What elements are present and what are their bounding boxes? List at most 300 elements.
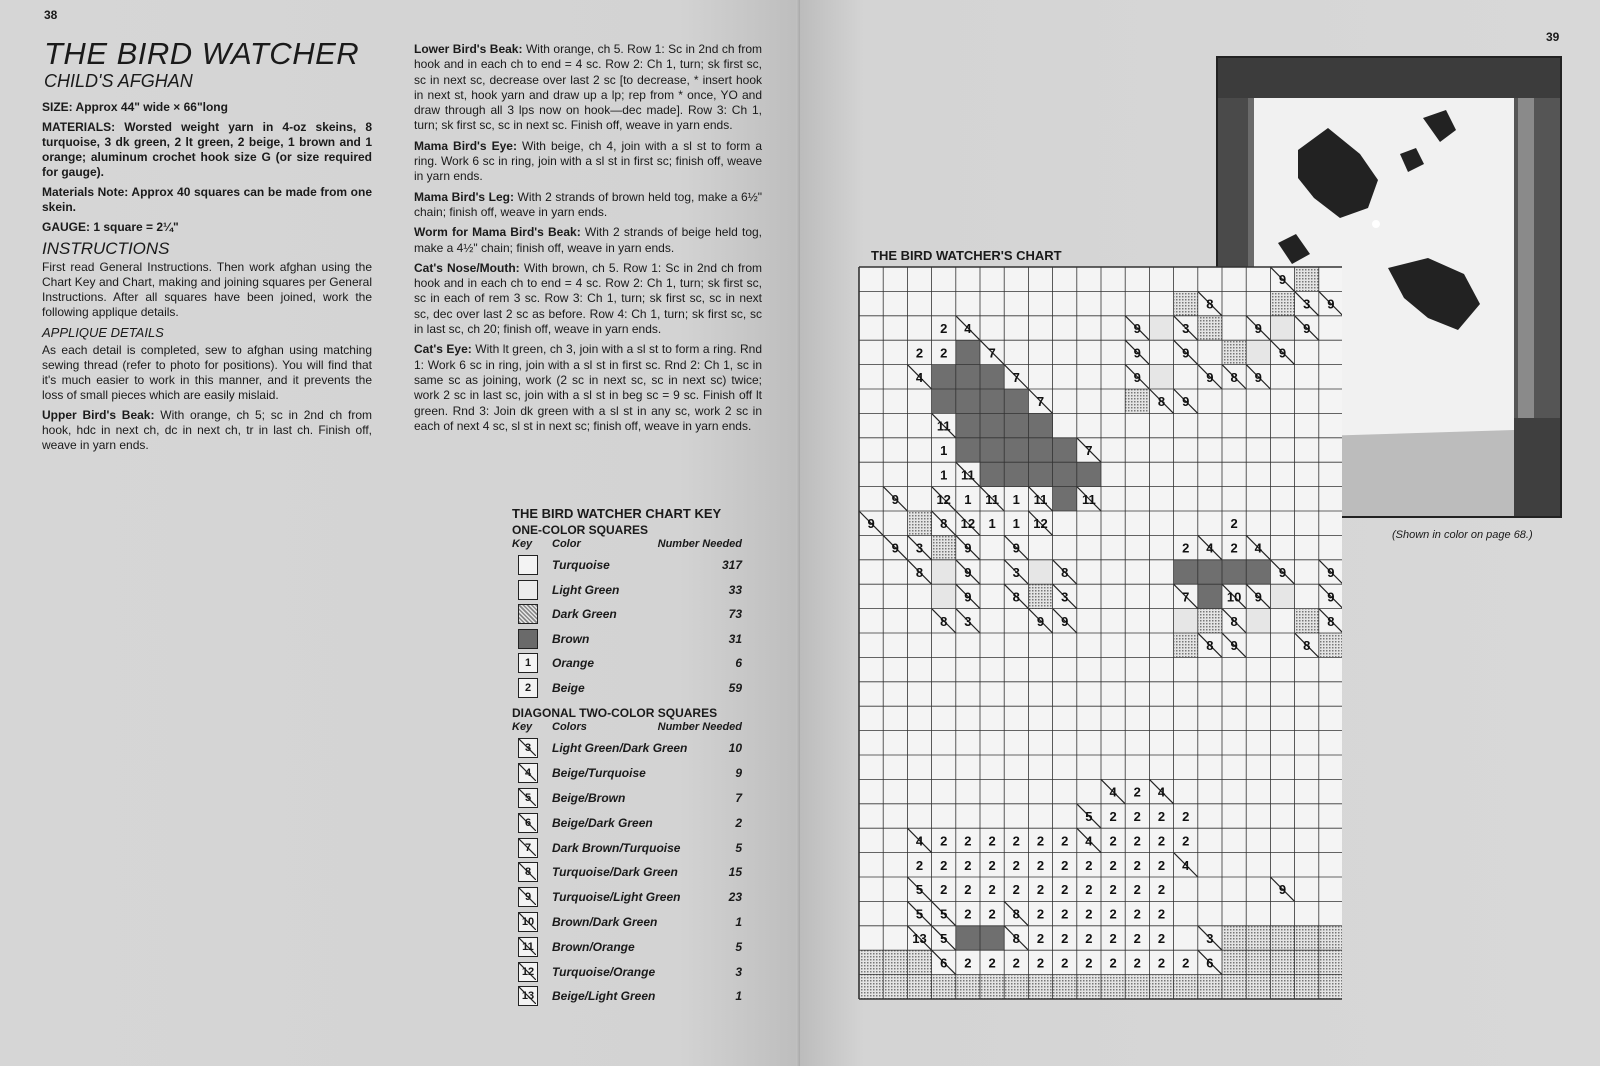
chart-cell-label: 9 — [867, 516, 875, 532]
chart-cell-label: 9 — [1036, 613, 1045, 629]
diagonal-key-row — [512, 984, 742, 1009]
diagonal-key-row — [512, 885, 742, 910]
chart-cell-label: 1 — [1012, 516, 1020, 532]
key-mark: 5 — [524, 791, 532, 804]
chart-cell-label: 9 — [1254, 589, 1262, 605]
chart-cell-label: 2 — [1157, 857, 1166, 873]
cat-eye-paragraph — [414, 342, 762, 434]
chart-cell-label: 4 — [964, 321, 972, 336]
chart-cell-label: 9 — [1254, 369, 1262, 385]
chart-cell-label: 2 — [1061, 833, 1069, 849]
chart-cell-label: 5 — [915, 882, 924, 898]
cat-nose-paragraph — [414, 261, 762, 337]
chart-cell-label: 9 — [1327, 589, 1335, 605]
chart-cell-label: 2 — [940, 321, 948, 336]
chart-cell-label: 2 — [1012, 857, 1020, 873]
chart-cell-label: 2 — [1085, 906, 1093, 922]
diagonal-key-row — [512, 736, 742, 761]
one-color-key-row — [512, 553, 742, 578]
chart-cell — [907, 975, 931, 999]
chart-cell — [988, 516, 995, 531]
chart-cell — [980, 365, 1004, 389]
key-count: 7 — [735, 790, 742, 805]
worm-paragraph — [414, 225, 762, 256]
chart-cell — [980, 462, 1004, 486]
chart-cell — [956, 926, 980, 950]
chart-cell — [1134, 833, 1141, 848]
chart-cell — [907, 511, 931, 535]
key-count: 31 — [728, 631, 742, 646]
chart-cell — [956, 438, 980, 462]
chart-cell-label: 2 — [1133, 955, 1141, 971]
chart-cell — [1182, 955, 1189, 970]
key-swatch — [518, 555, 538, 575]
gauge-text: GAUGE: 1 square = 2¼" — [42, 220, 179, 234]
worm-label: Worm for Mama Bird's Beak: — [414, 225, 581, 240]
chart-cell — [1109, 809, 1116, 824]
chart-cell-label: 4 — [1206, 540, 1214, 556]
chart-cell-label: 9 — [964, 540, 972, 556]
key-mark: 8 — [524, 866, 532, 879]
chart-cell-label: 2 — [1157, 882, 1166, 898]
key-swatch — [518, 862, 538, 882]
chart-cell — [932, 560, 956, 584]
chart-cell-label: 2 — [964, 955, 972, 971]
cat-nose-label: Cat's Nose/Mouth: — [414, 260, 520, 275]
chart-cell-label: 8 — [1012, 931, 1020, 946]
key-mark: 6 — [524, 816, 532, 829]
chart-cell — [964, 882, 971, 897]
chart-cell — [964, 833, 971, 848]
chart-cell-label: 7 — [1012, 369, 1020, 385]
chart-cell-label: 9 — [891, 540, 899, 556]
chart-cell — [1085, 955, 1092, 970]
chart-cell-label: 2 — [1061, 955, 1069, 971]
chart-cell — [859, 950, 883, 974]
key-color-name: Dark Green — [552, 607, 617, 622]
chart-cell-label: 9 — [1182, 394, 1190, 410]
chart-cell — [1037, 907, 1044, 922]
chart-cell-label: 2 — [1036, 833, 1045, 849]
page-number-right: 39 — [1546, 30, 1560, 44]
chart-cell — [964, 858, 971, 873]
chart-cell — [1134, 931, 1141, 946]
chart-cell-label: 2 — [1085, 857, 1093, 873]
key-color-name: Beige/Light Green — [552, 989, 656, 1004]
key-count: 6 — [735, 656, 742, 671]
chart-cell-label: 2 — [915, 345, 924, 361]
chart-cell — [1013, 882, 1020, 897]
upper-beak-text: With orange, ch 5; sc in 2nd ch from hook, hdc in next ch, dc in next ch, tr in last ch. Finish off, weave in yarn ends. — [42, 408, 372, 452]
diagonal-key-row — [512, 934, 742, 959]
chart-cell-label: 1 — [940, 443, 948, 458]
materials-note: Materials Note: Approx 40 squares can be made from one skein. — [42, 185, 372, 214]
page-number-left: 38 — [44, 8, 58, 22]
chart-cell-label: 8 — [1061, 565, 1069, 580]
diagonal-key-row — [512, 761, 742, 786]
key-color-name: Turquoise/Dark Green — [552, 865, 678, 880]
chart-cell — [940, 467, 947, 482]
chart-cell — [1270, 926, 1294, 950]
chart-cell — [916, 858, 923, 873]
chart-cell-label: 4 — [1109, 784, 1117, 800]
chart-cell-label: 9 — [964, 565, 972, 580]
chart-cell — [1085, 931, 1092, 946]
chart-cell — [1295, 609, 1319, 633]
chart-cell-label: 6 — [940, 955, 948, 971]
chart-cell-label: 9 — [1133, 345, 1141, 361]
chart-cell-label: 13 — [912, 931, 927, 946]
chart-cell — [1101, 975, 1125, 999]
chart-cell — [1198, 316, 1222, 340]
chart-cell — [1109, 833, 1116, 848]
chart-cell — [932, 975, 956, 999]
key-swatch — [518, 763, 538, 783]
chart-cell-label: 12 — [1033, 516, 1048, 532]
chart-cell-label: 2 — [1109, 931, 1117, 946]
chart-cell-label: 2 — [1133, 857, 1141, 873]
chart-cell-label: 2 — [988, 955, 996, 971]
chart-cell — [1037, 882, 1044, 897]
key-count: 1 — [735, 914, 742, 929]
chart-cell — [1028, 462, 1052, 486]
chart-cell-label: 11 — [985, 491, 999, 507]
chart-cell-label: 2 — [1061, 882, 1069, 898]
chart-cell-label: 1 — [964, 491, 972, 507]
chart-cell-label: 1 — [1012, 491, 1020, 507]
chart-cell — [956, 340, 980, 364]
chart-grid-wrap — [858, 266, 1342, 1011]
chart-cell — [1270, 291, 1294, 315]
chart-cell-label: 8 — [915, 565, 924, 580]
key-swatch — [518, 962, 538, 982]
chart-cell — [1198, 560, 1222, 584]
chart-cell-label: 10 — [1226, 589, 1242, 605]
lower-beak-paragraph — [414, 42, 762, 134]
chart-cell-label: 3 — [964, 613, 972, 629]
chart-cell-label: 2 — [1109, 833, 1117, 849]
chart-cell — [1125, 975, 1149, 999]
chart-cell-label: 2 — [964, 882, 972, 898]
chart-cell — [1061, 931, 1068, 946]
column-left — [42, 100, 372, 458]
chart-cell-label: 12 — [960, 516, 976, 532]
chart-cell-label: 9 — [1303, 321, 1311, 336]
chart-cell — [1270, 584, 1294, 608]
chart-cell — [932, 535, 956, 559]
chart-cell — [1230, 516, 1237, 531]
chart-cell-label: 2 — [1182, 833, 1190, 849]
chart-cell-label: 8 — [1012, 589, 1020, 605]
chart-cell — [1061, 858, 1068, 873]
chart-cell — [1109, 907, 1116, 922]
chart-cell-label: 5 — [940, 906, 948, 922]
chart-cell-label: 2 — [1182, 955, 1190, 971]
chart-cell-label: 2 — [1036, 857, 1045, 873]
chart-cell — [1053, 487, 1077, 511]
chart-cell-label: 2 — [988, 906, 996, 922]
chart-cell-label: 8 — [1230, 613, 1238, 629]
chart-cell-label: 3 — [1061, 589, 1069, 605]
instructions-heading: INSTRUCTIONS — [42, 239, 170, 258]
chart-cell-label: 2 — [1182, 540, 1190, 556]
chart-cell-label: 9 — [1133, 321, 1141, 336]
chart-cell — [1158, 858, 1165, 873]
chart-cell-label: 9 — [1254, 321, 1262, 336]
chart-cell — [1174, 975, 1198, 999]
chart-cell-label: 9 — [1206, 369, 1214, 385]
chart-cell — [956, 389, 980, 413]
chart-cell — [1028, 975, 1052, 999]
key-mark: 2 — [524, 681, 532, 694]
key-swatch — [518, 912, 538, 932]
chart-cell — [1061, 882, 1068, 897]
chart-cell-label: 9 — [1327, 296, 1335, 312]
chart-cell — [1174, 633, 1198, 657]
chart-cell — [883, 975, 907, 999]
chart-cell — [1028, 413, 1052, 437]
key-color-name: Beige — [552, 680, 585, 695]
chart-cell — [1222, 340, 1246, 364]
chart-cell-label: 8 — [1303, 638, 1311, 654]
chart-cell-label: 2 — [1012, 833, 1020, 849]
chart-cell — [1037, 955, 1044, 970]
one-color-key-row — [512, 578, 742, 603]
chart-cell-label: 9 — [1012, 540, 1020, 556]
chart-cell-label: 2 — [940, 857, 948, 873]
chart-cell-label: 2 — [1036, 955, 1045, 971]
chart-cell — [1158, 931, 1165, 946]
chart-cell-label: 2 — [1230, 516, 1238, 532]
chart-cell-label: 4 — [1157, 784, 1166, 800]
key-swatch — [518, 937, 538, 957]
chart-cell — [1004, 438, 1028, 462]
chart-cell — [932, 389, 956, 413]
key-color-name: Brown — [552, 631, 590, 646]
chart-cell — [1198, 609, 1222, 633]
chart-cell — [1158, 833, 1165, 848]
chart-cell — [1109, 955, 1116, 970]
chart-cell-label: 2 — [1182, 809, 1190, 824]
key-color-name: Brown/Dark Green — [552, 914, 658, 929]
chart-cell — [1028, 560, 1052, 584]
chart-cell-label: 7 — [1182, 589, 1190, 605]
needed-col-header: Number Needed — [657, 721, 742, 733]
chart-cell-label: 2 — [1036, 882, 1045, 898]
chart-cell-label: 2 — [1109, 809, 1117, 824]
lower-beak-text: With orange, ch 5. Row 1: Sc in 2nd ch from hook and in each ch to end = 4 sc. Row 2: Ch 1, turn; sk first sc, sc in next sc, decrease over last 2 sc [to decrease, * insert hook in next st, hook yarn and draw up a lp; rep from * once, YO and draw through all 3 lps now on hook—dec made]. Row 3: Ch 1, turn; sk first sc, sc in next sc. Finish off, weave in yarn ends. — [414, 42, 763, 133]
chart-title: THE BIRD WATCHER'S CHART — [871, 248, 1062, 263]
chart-cell-label: 2 — [964, 833, 972, 849]
chart-cell — [1182, 809, 1189, 824]
chart-cell — [1158, 955, 1165, 970]
chart-cell-label: 2 — [1012, 955, 1020, 971]
chart-cell — [1109, 882, 1116, 897]
chart-cell-label: 9 — [1230, 638, 1238, 654]
chart-cell-label: 1 — [940, 467, 948, 483]
key-count: 1 — [735, 989, 742, 1004]
diagonal-key-row — [512, 835, 742, 860]
chart-cell-label: 8 — [1327, 613, 1335, 629]
materials-text: MATERIALS: Worsted weight yarn in 4-oz skeins, 8 turquoise, 3 dk green, 2 lt green, 2 beige, 1 brown and 1 orange; aluminum crochet hook size G (or size required for gauge). — [42, 120, 372, 179]
mama-eye-text: With beige, ch 4, join with a sl st to form a ring. Work 6 sc in ring, join with a sl st in first sc; finish off, weave in yarn ends. — [414, 138, 763, 184]
chart-cell — [1004, 975, 1028, 999]
chart-cell — [1319, 633, 1342, 657]
chart-cell — [988, 907, 995, 922]
chart-cell-label: 9 — [1278, 345, 1287, 361]
key-mark: 13 — [521, 990, 535, 1003]
chart-cell-label: 9 — [964, 589, 972, 605]
upper-beak-label: Upper Bird's Beak: — [42, 408, 155, 422]
chart-cell — [883, 950, 907, 974]
key-mark: 11 — [522, 940, 534, 953]
chart-cell-label: 9 — [891, 491, 899, 507]
chart-cell — [1295, 267, 1319, 291]
chart-cell — [1246, 340, 1270, 364]
upper-beak-paragraph — [42, 408, 372, 453]
chart-cell-label: 2 — [1061, 857, 1069, 873]
chart-cell — [1198, 584, 1222, 608]
chart-cell-label: 2 — [1230, 540, 1238, 556]
page-title: THE BIRD WATCHER — [44, 36, 360, 71]
chart-cell — [932, 584, 956, 608]
chart-cell — [1246, 926, 1270, 950]
chart-cell-label: 4 — [1182, 857, 1190, 873]
key-col-header: Key — [512, 721, 533, 733]
chart-cell — [1295, 950, 1319, 974]
chart-cell — [1085, 882, 1092, 897]
chart-cell — [1053, 438, 1077, 462]
chart-cell — [1270, 975, 1294, 999]
chart-cell-label: 2 — [1157, 833, 1166, 849]
chart-cell — [1061, 955, 1068, 970]
chart-cell-label: 9 — [1182, 345, 1190, 361]
chart-cell-label: 3 — [915, 540, 924, 556]
one-color-key-row — [512, 602, 742, 627]
applique-text: As each detail is completed, sew to afghan using matching sewing thread (refer to photo for positions). You will find that it's much easier to work in this manner, and it prevents the loss of small pieces which are easily mislaid. — [42, 343, 372, 402]
chart-cell-label: 11 — [961, 467, 975, 483]
chart-cell — [956, 975, 980, 999]
diagonal-header — [512, 721, 742, 733]
chart-cell-label: 2 — [1133, 833, 1141, 849]
chart-cell-label: 9 — [1061, 613, 1069, 629]
chart-cell-label: 2 — [940, 833, 948, 849]
chart-cell — [1149, 975, 1173, 999]
column-middle — [414, 42, 762, 439]
chart-cell — [1158, 809, 1165, 824]
chart-cell-label: 2 — [1133, 882, 1141, 898]
chart-cell — [1174, 560, 1198, 584]
chart-cell-label: 6 — [1206, 955, 1214, 971]
chart-cell — [1246, 975, 1270, 999]
photo-caption: (Shown in color on page 68.) — [1392, 529, 1533, 541]
chart-cell — [940, 833, 947, 848]
chart-cell-label: 2 — [1157, 906, 1166, 922]
chart-cell-label: 2 — [1085, 882, 1093, 898]
instructions-text: First read General Instructions. Then work afghan using the Chart Key and Chart, making and joining squares per General Instructions. After all squares have been joined, work the following applique details. — [42, 260, 372, 319]
chart-cell — [988, 882, 995, 897]
chart-cell — [1085, 858, 1092, 873]
key-count: 15 — [728, 865, 742, 880]
colors-col-header: Colors — [552, 721, 587, 733]
chart-cell — [1246, 950, 1270, 974]
key-swatch — [518, 604, 538, 624]
cat-nose-text: With brown, ch 5. Row 1: Sc in 2nd ch from hook and in each ch to end = 4 sc. Row 2: Ch 1, turn; sk first sc, sc in each of rem 3 sc. Row 3: Ch 1, turn; sk first sc, sc in next sc, dec over last 2 sc as before. Row 4: Ch 1, turn; sk first sc, sc in last sc, ch 20; finish off, weave in yarn ends. — [414, 260, 762, 337]
chart-cell — [988, 955, 995, 970]
diagonal-key-row — [512, 910, 742, 935]
chart-cell — [1222, 950, 1246, 974]
key-col-header: Key — [512, 538, 533, 550]
chart-cell — [1319, 975, 1342, 999]
chart-cell-label: 11 — [1033, 491, 1048, 507]
worm-text: With 2 strands of beige held tog, make a 4½" chain; finish off, weave in yarn ends. — [414, 225, 763, 255]
one-color-key-row — [512, 651, 742, 676]
chart-cell — [1085, 907, 1092, 922]
key-count: 317 — [721, 558, 742, 573]
chart-cell-label: 3 — [1206, 931, 1214, 946]
mama-leg-label: Mama Bird's Leg: — [414, 189, 514, 204]
chart-cell-label: 8 — [1230, 369, 1238, 385]
chart-cell — [964, 907, 971, 922]
chart-cell — [1230, 541, 1237, 556]
chart-cell-label: 5 — [1085, 809, 1093, 824]
mama-leg-paragraph — [414, 190, 762, 221]
chart-cell-label: 2 — [1133, 931, 1141, 946]
chart-cell — [1222, 975, 1246, 999]
diagonal-key-row — [512, 786, 742, 811]
chart-cell-label: 2 — [1157, 931, 1166, 946]
chart-cell — [1182, 541, 1189, 556]
chart-cell-label: 4 — [1254, 540, 1262, 556]
key-mark: 12 — [521, 965, 535, 978]
chart-cell-label: 9 — [1278, 272, 1287, 288]
one-color-key-row — [512, 627, 742, 652]
chart-cell — [1109, 858, 1116, 873]
key-count: 10 — [728, 741, 742, 756]
key-color-name: Brown/Orange — [552, 939, 635, 954]
chart-cell — [1109, 931, 1116, 946]
chart-cell — [1004, 413, 1028, 437]
chart-cell — [1053, 975, 1077, 999]
chart-cell — [988, 833, 995, 848]
one-color-list — [512, 553, 742, 700]
lower-beak-label: Lower Bird's Beak: — [414, 42, 523, 56]
chart-cell — [1149, 316, 1173, 340]
cat-eye-label: Cat's Eye: — [414, 342, 472, 357]
chart-cell — [1013, 955, 1020, 970]
key-mark: 7 — [524, 841, 532, 854]
chart-cell-label: 2 — [940, 882, 948, 898]
chart-cell-label: 3 — [1303, 296, 1311, 312]
chart-cell — [1004, 389, 1028, 413]
chart-cell — [1028, 584, 1052, 608]
chart-cell-label: 2 — [1085, 931, 1093, 946]
chart-cell-label: 2 — [915, 857, 924, 873]
key-swatch — [518, 788, 538, 808]
chart-cell — [1134, 809, 1141, 824]
diagonal-key-row — [512, 810, 742, 835]
chart-cell — [964, 492, 971, 507]
key-swatch — [518, 838, 538, 858]
chart-cell — [1037, 931, 1044, 946]
chart-cell — [1053, 462, 1077, 486]
key-color-name: Turquoise — [552, 558, 610, 573]
key-color-name: Light Green — [552, 582, 620, 597]
chart-cell — [940, 443, 947, 458]
key-swatch — [518, 678, 538, 698]
chart-cell — [1037, 833, 1044, 848]
chart-cell — [1125, 389, 1149, 413]
